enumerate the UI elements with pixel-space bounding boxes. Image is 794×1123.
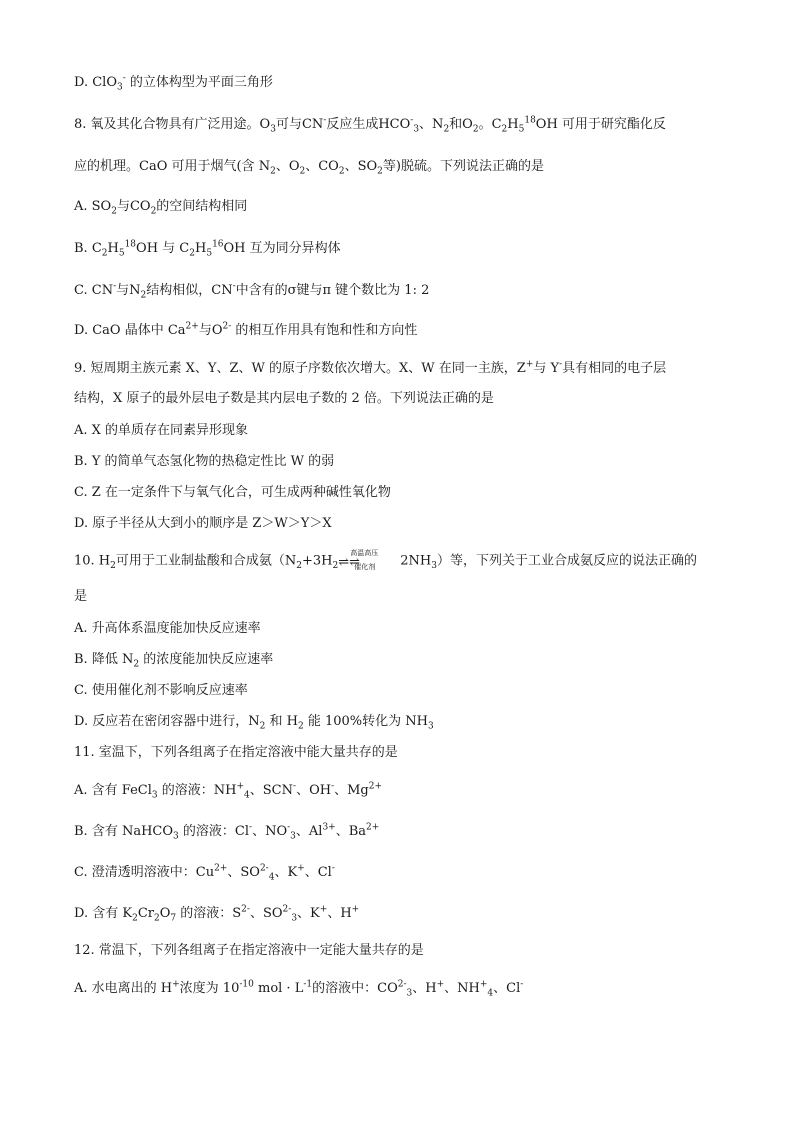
q9-stem-line2: 结构，X 原子的最外层电子数是其内层电子数的 2 倍。下列说法正确的是: [74, 391, 494, 406]
q12-stem: 12. 常温下，下列各组离子在指定溶液中一定能大量共存的是: [74, 943, 424, 958]
q8-option-d: D. CaO 晶体中 $Ca^{2+}$与$O^{2-}$ 的相互作用具有饱和性和方向性: [74, 321, 418, 338]
equilibrium-arrow-icon: ⇌⇌: [338, 555, 361, 570]
q9-option-b: B. Y 的简单气态氢化物的热稳定性比 W 的弱: [74, 454, 335, 469]
q8-stem-line2: 应的机理。CaO 可用于烟气(含 $N_2$、$O_2$、$CO_2$、$SO_2$等)脱硫。下列说法正确的是: [74, 159, 544, 177]
q12-option-a: A. 水电离出的 H+浓度为 $10^{-10}$ mol · $L^{-1}$的溶液中：$CO^{2-}_3$、H+、$NH^+_4$、Cl-: [74, 979, 524, 999]
q11-option-b: B. 含有 NaHCO$_3$ 的溶液：Cl-、$NO^-_3$、$Al^{3+}$、$Ba^{2+}$: [74, 822, 380, 842]
q10-option-a: A. 升高体系温度能加快反应速率: [74, 621, 261, 636]
q10-stem-line2: 是: [74, 589, 88, 604]
q11-stem: 11. 室温下，下列各组离子在指定溶液中能大量共存的是: [74, 745, 398, 760]
q10-option-d: D. 反应若在密闭容器中进行，$N_2$ 和 $H_2$ 能 100%转化为 $NH_3$: [74, 714, 434, 732]
q9-option-d: D. 原子半径从大到小的顺序是 Z＞W＞Y＞X: [74, 516, 332, 531]
q8-option-c: C. CN-与$N_2$结构相似，CN-中含有的σ键与π 键个数比为 1: 2: [74, 281, 430, 301]
q8-option-a: A. $SO_2$与$CO_2$的空间结构相同: [74, 199, 248, 217]
q9-option-c: C. Z 在一定条件下与氧气化合，可生成两种碱性氧化物: [74, 485, 391, 500]
reversible-arrow: 高温高压 ⇌⇌ 催化剂: [338, 549, 379, 571]
q7-option-d: D. ClO$_3$- 的立体构型为平面三角形: [74, 73, 273, 93]
q11-option-a: A. 含有 FeCl$_3$ 的溶液：$NH^+_4$、SCN-、OH-、$Mg^{2+}$: [74, 781, 383, 801]
q9-stem-line1: 9. 短周期主族元素 X、Y、Z、W 的原子序数依次增大。X、W 在同一主族，Z+与 Y-具有相同的电子层: [74, 359, 667, 376]
q8-option-b: B. $C_2H_5^{18}OH$ 与 $C_2H_5^{16}OH$ 互为同分异构体: [74, 239, 341, 259]
q8-stem-line1: 8. 氧及其化合物具有广泛用途。$O_3$可与CN-反应生成$HCO^-_3$、$N_2$和$O_2$。$C_2H_5^{18}OH$ 可用于研究酯化反: [74, 115, 666, 135]
q9-option-a: A. X 的单质存在同素异形现象: [74, 423, 249, 438]
q10-option-c: C. 使用催化剂不影响反应速率: [74, 683, 248, 698]
q10-option-b: B. 降低 $N_2$ 的浓度能加快反应速率: [74, 652, 274, 670]
q10-stem-line1: 10. $H_2$可用于工业制盐酸和合成氨（$N_2+3H_2$ 高温高压 ⇌⇌ 催化剂 $2NH_3$）等，下列关于工业合成氨反应的说法正确的: [74, 549, 697, 572]
q11-option-d: D. 含有 $K_2Cr_2O_7$ 的溶液：$S^{2-}$、$SO^{2-}_3$、K+、H+: [74, 904, 360, 924]
q11-option-c: C. 澄清透明溶液中：$Cu^{2+}$、$SO^{2-}_4$、K+、Cl-: [74, 863, 335, 883]
